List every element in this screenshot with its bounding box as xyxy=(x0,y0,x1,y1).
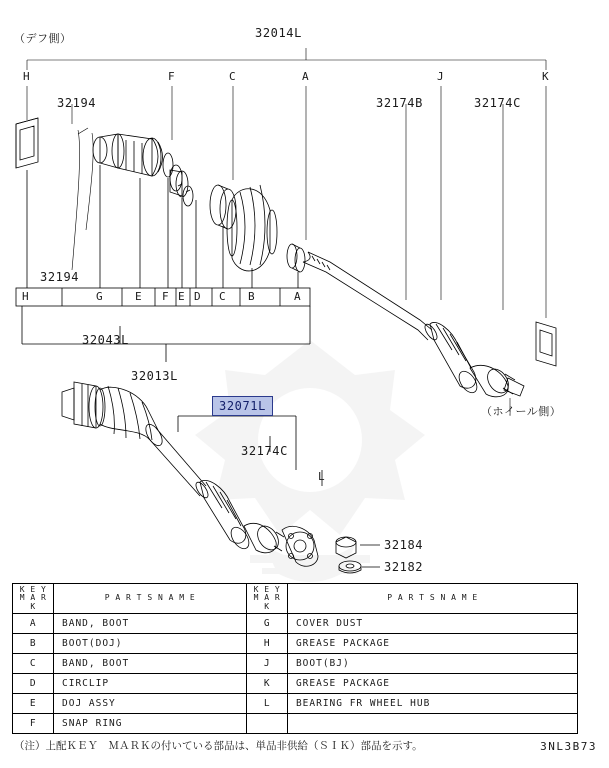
part-name-D: CIRCLIP xyxy=(54,674,247,694)
table-row xyxy=(13,674,578,694)
key-mark-B: B xyxy=(13,634,54,654)
callout-row-B: B xyxy=(248,290,255,303)
part-name-E: DOJ ASSY xyxy=(54,694,247,714)
callout-row-C: C xyxy=(219,290,226,303)
diff-side-label: （デフ側） xyxy=(14,32,72,45)
callout-row-D: D xyxy=(194,290,201,303)
part-number-32184: 32184 xyxy=(384,538,424,552)
part-name-K: GREASE PACKAGE xyxy=(287,674,577,694)
callout-row-H: H xyxy=(22,290,29,303)
part-number-32174B: 32174B xyxy=(376,96,423,110)
callout-top-F: F xyxy=(168,70,175,83)
part-name-C: BAND, BOOT xyxy=(54,654,247,674)
part-number-32182: 32182 xyxy=(384,560,424,574)
key-mark-C: C xyxy=(13,654,54,674)
doj-assembly xyxy=(93,134,163,176)
key-mark-empty xyxy=(246,714,287,734)
key-mark-L: L xyxy=(246,694,287,714)
key-mark-J: J xyxy=(246,654,287,674)
table-row xyxy=(13,654,578,674)
callout-top-J: J xyxy=(437,70,444,83)
header-key-line1: K E Y xyxy=(19,585,47,594)
grease-package-right xyxy=(536,322,556,366)
part-number-32194-mid: 32194 xyxy=(40,270,80,284)
part-name-empty xyxy=(287,714,577,734)
part-name-L: BEARING FR WHEEL HUB xyxy=(287,694,577,714)
callout-top-A: A xyxy=(302,70,309,83)
part-number-32043L: 32043L xyxy=(82,333,129,347)
table-row xyxy=(13,694,578,714)
header-parts-name-left: P A R T S N A M E xyxy=(54,584,247,614)
table-header-row xyxy=(13,584,578,614)
callout-row-F: F xyxy=(162,290,169,303)
bj-boot xyxy=(423,322,524,397)
part-number-32014L: 32014L xyxy=(255,26,302,40)
highlighted-part-32071L[interactable]: 32071L xyxy=(212,396,273,416)
part-name-G: COVER DUST xyxy=(287,614,577,634)
callout-row-E1: E xyxy=(135,290,142,303)
header-key-mark-right xyxy=(246,584,287,614)
header-key-line2-r: M A R K xyxy=(253,593,281,611)
part-name-F: SNAP RING xyxy=(54,714,247,734)
part-number-32174C-low: 32174C xyxy=(241,444,288,458)
part-name-J: BOOT(BJ) xyxy=(287,654,577,674)
key-mark-K: K xyxy=(246,674,287,694)
key-mark-A: A xyxy=(13,614,54,634)
drawing-code: 3NL3B73 xyxy=(540,740,597,753)
grease-package-left xyxy=(16,118,38,168)
callout-top-K: K xyxy=(542,70,549,83)
part-name-H: GREASE PACKAGE xyxy=(287,634,577,654)
key-mark-G: G xyxy=(246,614,287,634)
callout-row-A: A xyxy=(294,290,301,303)
part-number-32194-top: 32194 xyxy=(57,96,97,110)
band-boot-a xyxy=(287,244,305,272)
part-name-B: BOOT(DOJ) xyxy=(54,634,247,654)
table-row xyxy=(13,634,578,654)
table-row xyxy=(13,614,578,634)
key-mark-D: D xyxy=(13,674,54,694)
callout-L: L xyxy=(318,470,325,483)
part-number-32174C-top: 32174C xyxy=(474,96,521,110)
header-key-line1-r: K E Y xyxy=(253,585,281,594)
callout-top-C: C xyxy=(229,70,236,83)
header-parts-name-right: P A R T S N A M E xyxy=(287,584,577,614)
drive-shaft-upper xyxy=(303,252,432,340)
key-mark-H: H xyxy=(246,634,287,654)
part-name-A: BAND, BOOT xyxy=(54,614,247,634)
footer-note: （注）上配ＫＥＹ ＭＡＲＫの付いている部品は、単品非供給（ＳＩＫ）部品を示す。 xyxy=(14,740,423,752)
callout-row-E2: E xyxy=(178,290,185,303)
key-mark-F: F xyxy=(13,714,54,734)
wheel-side-label: （ホイール側） xyxy=(481,405,562,418)
parts-key-table xyxy=(12,583,578,734)
header-key-line2: M A R K xyxy=(19,593,47,611)
part-number-32013L: 32013L xyxy=(131,369,178,383)
callout-top-H: H xyxy=(23,70,30,83)
callout-row-G: G xyxy=(96,290,103,303)
key-mark-E: E xyxy=(13,694,54,714)
table-row xyxy=(13,714,578,734)
header-key-mark-left xyxy=(13,584,54,614)
